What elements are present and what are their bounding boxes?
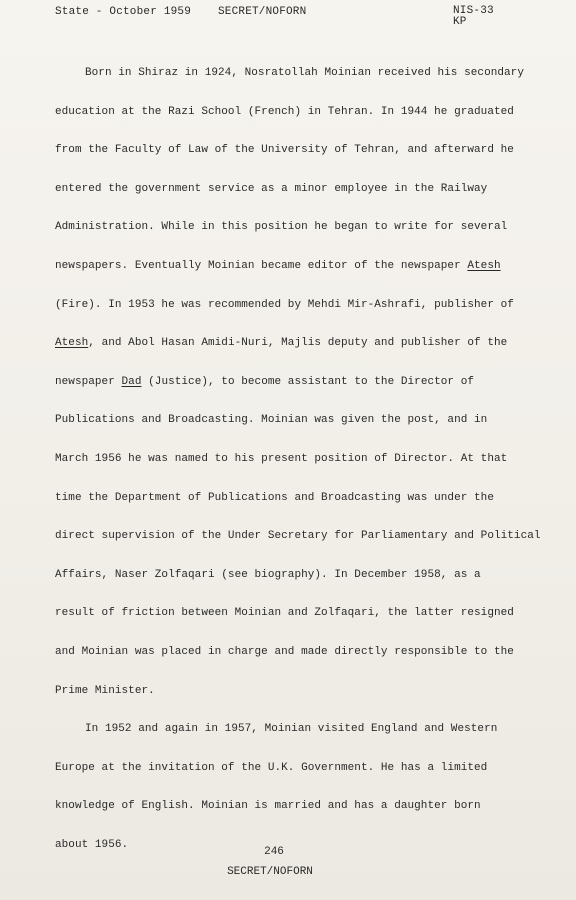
paragraph-1-line: Publications and Broadcasting. Moinian was given the post, and in bbox=[55, 414, 488, 427]
paragraph-1-line: and Moinian was placed in charge and made directly responsible to the bbox=[55, 645, 514, 658]
biography-text bbox=[55, 54, 541, 864]
paragraph-1-line: entered the government service as a minor employee in the Railway bbox=[55, 182, 488, 195]
header-reference bbox=[453, 6, 494, 28]
paragraph-1-line bbox=[55, 324, 535, 363]
paragraph-1-line: March 1956 he was named to his present position of Director. At that bbox=[55, 452, 508, 465]
paragraph-2-line: about 1956. bbox=[55, 838, 129, 851]
paragraph-1-line: Administration. While in this position he began to write for several bbox=[55, 221, 508, 234]
page-number: 246 bbox=[264, 846, 284, 858]
newspaper-title-dad: Dad bbox=[121, 375, 142, 388]
paragraph-1-line: result of friction between Moinian and Zolfaqari, the latter resigned bbox=[55, 607, 514, 620]
paragraph-1-line: Born in Shiraz in 1924, Nosratollah Moinian received his secondary bbox=[85, 67, 524, 79]
header-reference-code: NIS-33 bbox=[453, 5, 494, 17]
paragraph-1-line: Affairs, Naser Zolfaqari (see biography). In December 1958, as a bbox=[55, 568, 481, 581]
paragraph-1-line: direct supervision of the Under Secretary for Parliamentary and Political bbox=[55, 530, 541, 543]
paragraph-2-line: Europe at the invitation of the U.K. Government. He has a limited bbox=[55, 761, 488, 774]
paragraph-1-line bbox=[55, 247, 535, 286]
header-date: State - October 1959 bbox=[55, 6, 192, 18]
header-classification: SECRET/NOFORN bbox=[218, 6, 307, 18]
paragraph-1-line: time the Department of Publications and Broadcasting was under the bbox=[55, 491, 494, 504]
text-run: newspapers. Eventually Moinian became editor of the newspaper bbox=[55, 259, 468, 272]
text-run: (Justice), to become assistant to the Director of bbox=[141, 375, 475, 388]
header-reference-suffix: KP bbox=[453, 16, 467, 28]
paragraph-1-line: Prime Minister. bbox=[55, 684, 155, 697]
paragraph-2-line: knowledge of English. Moinian is married and has a daughter born bbox=[55, 800, 481, 813]
paragraph-1-line: education at the Razi School (French) in Tehran. In 1944 he graduated bbox=[55, 105, 514, 118]
paragraph-2-line: In 1952 and again in 1957, Moinian visited England and Western bbox=[85, 723, 498, 736]
newspaper-title-atesh: Atesh bbox=[467, 259, 501, 272]
newspaper-title-atesh: Atesh bbox=[55, 337, 89, 350]
paragraph-1-line: from the Faculty of Law of the University of Tehran, and afterward he bbox=[55, 144, 514, 157]
text-run: newspaper bbox=[55, 375, 122, 388]
footer-classification: SECRET/NOFORN bbox=[227, 866, 313, 878]
text-run: , and Abol Hasan Amidi-Nuri, Majlis deputy and publisher of the bbox=[88, 337, 508, 350]
paragraph-1-line bbox=[55, 363, 535, 402]
paragraph-1-line: (Fire). In 1953 he was recommended by Mehdi Mir-Ashrafi, publisher of bbox=[55, 298, 514, 311]
